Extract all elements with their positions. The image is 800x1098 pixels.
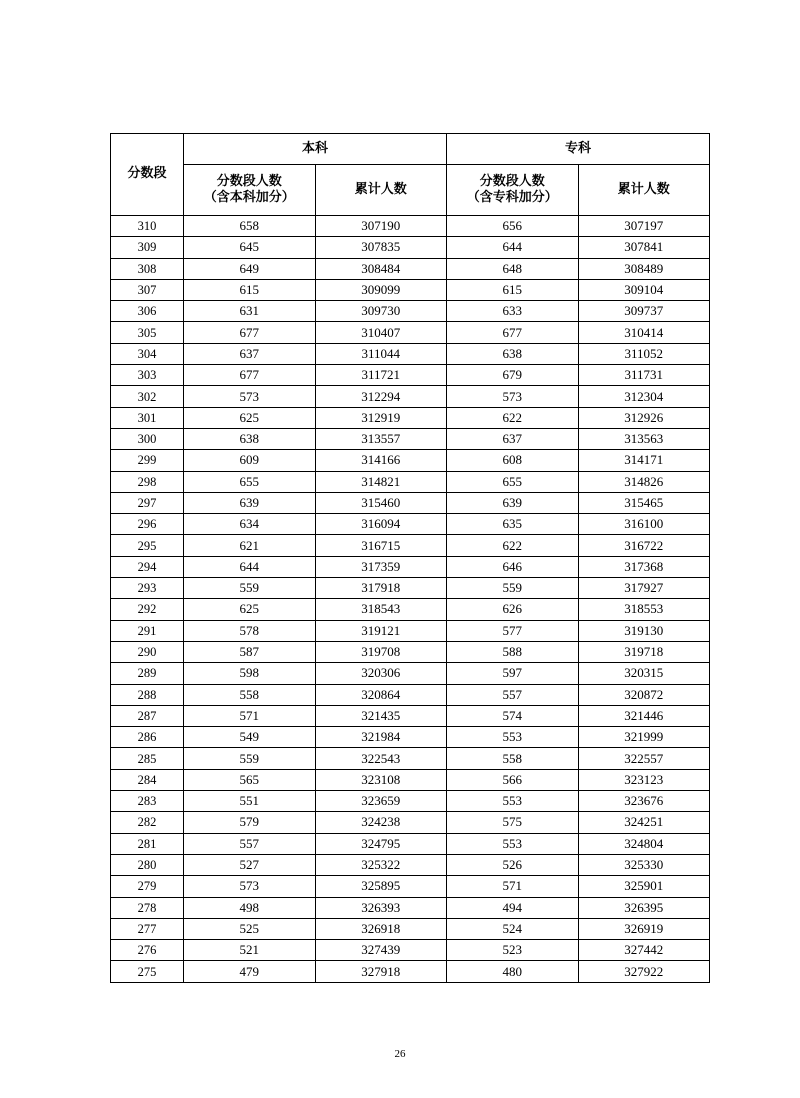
cell-undergraduate-cumulative: 309099	[315, 279, 447, 300]
cell-junior-segment-count: 597	[447, 663, 579, 684]
cell-junior-segment-count: 644	[447, 237, 579, 258]
table-header	[111, 134, 710, 216]
cell-undergraduate-segment-count: 615	[184, 279, 316, 300]
cell-junior-segment-count: 575	[447, 812, 579, 833]
cell-undergraduate-segment-count: 498	[184, 897, 316, 918]
cell-junior-cumulative: 318553	[578, 599, 710, 620]
cell-junior-cumulative: 307197	[578, 216, 710, 237]
header-junior-segment-count-line1: 分数段人数	[479, 173, 545, 189]
table-row	[111, 237, 710, 258]
cell-score-range: 285	[111, 748, 184, 769]
cell-undergraduate-segment-count: 573	[184, 386, 316, 407]
cell-junior-segment-count: 608	[447, 450, 579, 471]
cell-undergraduate-segment-count: 655	[184, 471, 316, 492]
cell-junior-segment-count: 574	[447, 705, 579, 726]
cell-undergraduate-segment-count: 634	[184, 514, 316, 535]
header-junior-segment-count	[447, 165, 579, 216]
table-row	[111, 535, 710, 556]
table-row	[111, 961, 710, 982]
cell-undergraduate-cumulative: 311044	[315, 343, 447, 364]
table-row	[111, 727, 710, 748]
cell-score-range: 299	[111, 450, 184, 471]
table-row	[111, 748, 710, 769]
table-row	[111, 322, 710, 343]
cell-undergraduate-cumulative: 319708	[315, 641, 447, 662]
cell-junior-cumulative: 325330	[578, 854, 710, 875]
cell-score-range: 280	[111, 854, 184, 875]
cell-junior-segment-count: 553	[447, 727, 579, 748]
cell-junior-cumulative: 312304	[578, 386, 710, 407]
table-row	[111, 556, 710, 577]
table-row	[111, 705, 710, 726]
header-undergraduate-segment-count	[184, 165, 316, 216]
cell-undergraduate-segment-count: 677	[184, 322, 316, 343]
cell-score-range: 305	[111, 322, 184, 343]
header-group-undergraduate: 本科	[184, 134, 447, 165]
cell-score-range: 307	[111, 279, 184, 300]
cell-undergraduate-cumulative: 326393	[315, 897, 447, 918]
cell-score-range: 301	[111, 407, 184, 428]
header-score-range: 分数段	[111, 134, 184, 216]
cell-undergraduate-segment-count: 638	[184, 428, 316, 449]
cell-junior-segment-count: 526	[447, 854, 579, 875]
cell-undergraduate-cumulative: 308484	[315, 258, 447, 279]
cell-junior-segment-count: 559	[447, 578, 579, 599]
cell-junior-cumulative: 323676	[578, 791, 710, 812]
cell-undergraduate-segment-count: 551	[184, 791, 316, 812]
table-row	[111, 343, 710, 364]
cell-undergraduate-segment-count: 559	[184, 578, 316, 599]
cell-undergraduate-cumulative: 323659	[315, 791, 447, 812]
cell-undergraduate-cumulative: 316715	[315, 535, 447, 556]
table-row	[111, 365, 710, 386]
cell-junior-segment-count: 553	[447, 791, 579, 812]
table-row	[111, 791, 710, 812]
cell-undergraduate-cumulative: 325895	[315, 876, 447, 897]
cell-junior-cumulative: 312926	[578, 407, 710, 428]
cell-undergraduate-segment-count: 579	[184, 812, 316, 833]
cell-junior-segment-count: 655	[447, 471, 579, 492]
cell-undergraduate-cumulative: 320864	[315, 684, 447, 705]
cell-undergraduate-segment-count: 637	[184, 343, 316, 364]
cell-undergraduate-segment-count: 631	[184, 301, 316, 322]
cell-undergraduate-cumulative: 317918	[315, 578, 447, 599]
table-row	[111, 833, 710, 854]
cell-score-range: 304	[111, 343, 184, 364]
cell-junior-cumulative: 314826	[578, 471, 710, 492]
header-junior-cumulative	[578, 165, 710, 216]
cell-undergraduate-cumulative: 319121	[315, 620, 447, 641]
cell-score-range: 286	[111, 727, 184, 748]
cell-undergraduate-cumulative: 327439	[315, 940, 447, 961]
cell-junior-segment-count: 633	[447, 301, 579, 322]
cell-undergraduate-cumulative: 321984	[315, 727, 447, 748]
table-row	[111, 897, 710, 918]
table-row	[111, 514, 710, 535]
cell-junior-segment-count: 571	[447, 876, 579, 897]
cell-junior-segment-count: 648	[447, 258, 579, 279]
cell-undergraduate-segment-count: 549	[184, 727, 316, 748]
table-row	[111, 663, 710, 684]
cell-score-range: 291	[111, 620, 184, 641]
table-header-sub-row	[111, 165, 710, 216]
cell-junior-segment-count: 677	[447, 322, 579, 343]
cell-junior-segment-count: 656	[447, 216, 579, 237]
cell-score-range: 306	[111, 301, 184, 322]
cell-junior-cumulative: 311731	[578, 365, 710, 386]
table-row	[111, 684, 710, 705]
cell-undergraduate-segment-count: 521	[184, 940, 316, 961]
cell-undergraduate-cumulative: 325322	[315, 854, 447, 875]
cell-junior-cumulative: 316722	[578, 535, 710, 556]
header-undergraduate-segment-count-line1: 分数段人数	[216, 173, 282, 189]
cell-junior-cumulative: 320872	[578, 684, 710, 705]
cell-junior-segment-count: 566	[447, 769, 579, 790]
cell-junior-segment-count: 480	[447, 961, 579, 982]
cell-undergraduate-cumulative: 307835	[315, 237, 447, 258]
cell-undergraduate-cumulative: 324795	[315, 833, 447, 854]
cell-score-range: 309	[111, 237, 184, 258]
cell-junior-cumulative: 321446	[578, 705, 710, 726]
cell-score-range: 277	[111, 918, 184, 939]
table-row	[111, 769, 710, 790]
cell-junior-cumulative: 309737	[578, 301, 710, 322]
cell-score-range: 276	[111, 940, 184, 961]
cell-undergraduate-cumulative: 326918	[315, 918, 447, 939]
cell-undergraduate-cumulative: 312919	[315, 407, 447, 428]
score-distribution-table-container	[110, 133, 710, 983]
table-row	[111, 876, 710, 897]
cell-score-range: 310	[111, 216, 184, 237]
cell-junior-segment-count: 622	[447, 407, 579, 428]
cell-undergraduate-segment-count: 573	[184, 876, 316, 897]
table-row	[111, 258, 710, 279]
cell-score-range: 275	[111, 961, 184, 982]
cell-junior-cumulative: 326395	[578, 897, 710, 918]
table-row	[111, 918, 710, 939]
header-group-junior-college: 专科	[447, 134, 710, 165]
table-row	[111, 428, 710, 449]
header-junior-cumulative-line1: 累计人数	[617, 181, 670, 197]
cell-score-range: 296	[111, 514, 184, 535]
cell-score-range: 281	[111, 833, 184, 854]
cell-junior-cumulative: 323123	[578, 769, 710, 790]
cell-junior-cumulative: 327442	[578, 940, 710, 961]
cell-junior-cumulative: 309104	[578, 279, 710, 300]
cell-score-range: 294	[111, 556, 184, 577]
cell-undergraduate-cumulative: 321435	[315, 705, 447, 726]
cell-undergraduate-cumulative: 323108	[315, 769, 447, 790]
cell-undergraduate-cumulative: 320306	[315, 663, 447, 684]
score-distribution-table	[110, 133, 710, 983]
cell-undergraduate-segment-count: 525	[184, 918, 316, 939]
cell-junior-segment-count: 639	[447, 492, 579, 513]
cell-junior-cumulative: 317368	[578, 556, 710, 577]
table-row	[111, 940, 710, 961]
cell-undergraduate-segment-count: 587	[184, 641, 316, 662]
cell-undergraduate-segment-count: 677	[184, 365, 316, 386]
table-row	[111, 216, 710, 237]
cell-junior-cumulative: 313563	[578, 428, 710, 449]
cell-undergraduate-segment-count: 625	[184, 599, 316, 620]
cell-score-range: 308	[111, 258, 184, 279]
cell-junior-segment-count: 635	[447, 514, 579, 535]
cell-junior-segment-count: 615	[447, 279, 579, 300]
cell-junior-segment-count: 524	[447, 918, 579, 939]
cell-junior-cumulative: 320315	[578, 663, 710, 684]
cell-junior-segment-count: 679	[447, 365, 579, 386]
cell-junior-segment-count: 523	[447, 940, 579, 961]
cell-score-range: 288	[111, 684, 184, 705]
cell-undergraduate-segment-count: 649	[184, 258, 316, 279]
cell-undergraduate-cumulative: 309730	[315, 301, 447, 322]
table-row	[111, 279, 710, 300]
table-row	[111, 578, 710, 599]
cell-junior-cumulative: 324251	[578, 812, 710, 833]
cell-junior-segment-count: 553	[447, 833, 579, 854]
cell-undergraduate-segment-count: 625	[184, 407, 316, 428]
cell-undergraduate-cumulative: 307190	[315, 216, 447, 237]
cell-undergraduate-segment-count: 479	[184, 961, 316, 982]
cell-junior-cumulative: 308489	[578, 258, 710, 279]
cell-score-range: 290	[111, 641, 184, 662]
cell-score-range: 289	[111, 663, 184, 684]
cell-junior-segment-count: 638	[447, 343, 579, 364]
cell-junior-segment-count: 637	[447, 428, 579, 449]
cell-junior-segment-count: 588	[447, 641, 579, 662]
cell-undergraduate-segment-count: 639	[184, 492, 316, 513]
table-header-group-row	[111, 134, 710, 165]
cell-score-range: 292	[111, 599, 184, 620]
table-row	[111, 599, 710, 620]
table-row	[111, 641, 710, 662]
cell-junior-cumulative: 324804	[578, 833, 710, 854]
header-undergraduate-cumulative-line1: 累计人数	[354, 181, 407, 197]
cell-junior-cumulative: 327922	[578, 961, 710, 982]
cell-junior-segment-count: 622	[447, 535, 579, 556]
cell-junior-segment-count: 577	[447, 620, 579, 641]
cell-score-range: 278	[111, 897, 184, 918]
cell-undergraduate-cumulative: 314821	[315, 471, 447, 492]
cell-score-range: 282	[111, 812, 184, 833]
cell-junior-cumulative: 325901	[578, 876, 710, 897]
cell-undergraduate-segment-count: 609	[184, 450, 316, 471]
header-undergraduate-segment-count-line2: （含本科加分）	[203, 190, 295, 205]
cell-undergraduate-cumulative: 312294	[315, 386, 447, 407]
cell-undergraduate-segment-count: 527	[184, 854, 316, 875]
table-row	[111, 492, 710, 513]
cell-junior-cumulative: 317927	[578, 578, 710, 599]
cell-undergraduate-cumulative: 327918	[315, 961, 447, 982]
cell-undergraduate-segment-count: 578	[184, 620, 316, 641]
cell-score-range: 293	[111, 578, 184, 599]
table-body	[111, 216, 710, 983]
cell-junior-cumulative: 322557	[578, 748, 710, 769]
cell-undergraduate-cumulative: 318543	[315, 599, 447, 620]
cell-junior-cumulative: 314171	[578, 450, 710, 471]
cell-score-range: 284	[111, 769, 184, 790]
header-junior-segment-count-line2: （含专科加分）	[466, 190, 558, 205]
cell-junior-cumulative: 319718	[578, 641, 710, 662]
cell-score-range: 302	[111, 386, 184, 407]
cell-junior-cumulative: 319130	[578, 620, 710, 641]
cell-score-range: 283	[111, 791, 184, 812]
table-row	[111, 407, 710, 428]
cell-undergraduate-segment-count: 559	[184, 748, 316, 769]
table-row	[111, 812, 710, 833]
table-row	[111, 471, 710, 492]
table-row	[111, 386, 710, 407]
cell-junior-segment-count: 558	[447, 748, 579, 769]
cell-junior-cumulative: 316100	[578, 514, 710, 535]
table-row	[111, 854, 710, 875]
cell-score-range: 295	[111, 535, 184, 556]
cell-junior-segment-count: 646	[447, 556, 579, 577]
cell-undergraduate-segment-count: 565	[184, 769, 316, 790]
cell-undergraduate-segment-count: 621	[184, 535, 316, 556]
cell-junior-cumulative: 307841	[578, 237, 710, 258]
header-undergraduate-cumulative	[315, 165, 447, 216]
page-number: 26	[394, 1048, 406, 1060]
table-row	[111, 450, 710, 471]
cell-undergraduate-cumulative: 311721	[315, 365, 447, 386]
cell-junior-segment-count: 573	[447, 386, 579, 407]
cell-junior-cumulative: 321999	[578, 727, 710, 748]
cell-score-range: 298	[111, 471, 184, 492]
cell-undergraduate-cumulative: 313557	[315, 428, 447, 449]
cell-undergraduate-cumulative: 315460	[315, 492, 447, 513]
cell-undergraduate-segment-count: 645	[184, 237, 316, 258]
cell-undergraduate-cumulative: 310407	[315, 322, 447, 343]
cell-undergraduate-cumulative: 316094	[315, 514, 447, 535]
cell-junior-cumulative: 326919	[578, 918, 710, 939]
cell-junior-segment-count: 557	[447, 684, 579, 705]
cell-undergraduate-cumulative: 314166	[315, 450, 447, 471]
table-row	[111, 620, 710, 641]
cell-junior-segment-count: 626	[447, 599, 579, 620]
cell-undergraduate-segment-count: 571	[184, 705, 316, 726]
cell-junior-cumulative: 311052	[578, 343, 710, 364]
cell-score-range: 303	[111, 365, 184, 386]
cell-undergraduate-cumulative: 317359	[315, 556, 447, 577]
cell-undergraduate-cumulative: 324238	[315, 812, 447, 833]
table-row	[111, 301, 710, 322]
cell-junior-segment-count: 494	[447, 897, 579, 918]
cell-score-range: 300	[111, 428, 184, 449]
cell-undergraduate-segment-count: 644	[184, 556, 316, 577]
cell-score-range: 297	[111, 492, 184, 513]
cell-undergraduate-cumulative: 322543	[315, 748, 447, 769]
cell-junior-cumulative: 310414	[578, 322, 710, 343]
cell-score-range: 287	[111, 705, 184, 726]
cell-undergraduate-segment-count: 658	[184, 216, 316, 237]
cell-undergraduate-segment-count: 598	[184, 663, 316, 684]
cell-undergraduate-segment-count: 558	[184, 684, 316, 705]
cell-junior-cumulative: 315465	[578, 492, 710, 513]
cell-undergraduate-segment-count: 557	[184, 833, 316, 854]
cell-score-range: 279	[111, 876, 184, 897]
